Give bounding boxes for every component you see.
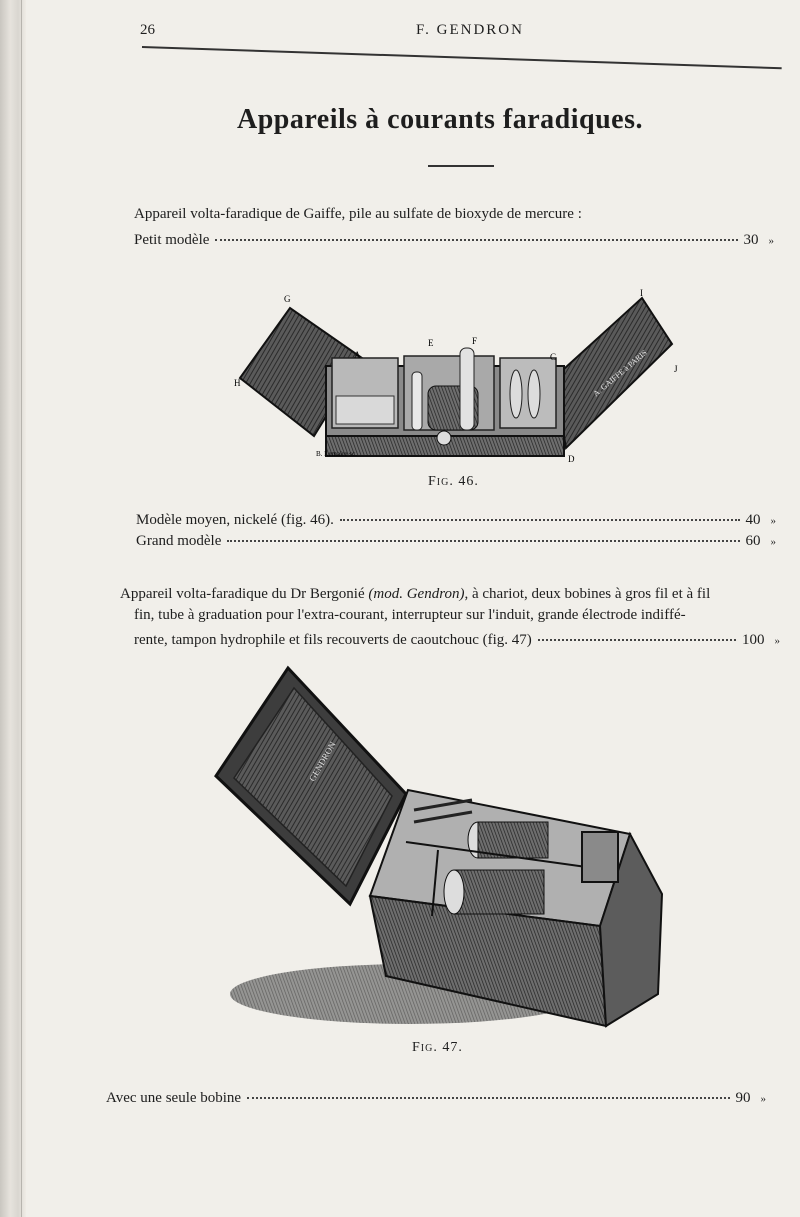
figure-47-bergonie-apparatus (210, 664, 670, 1034)
fig46-caption: Fig. 46. (428, 474, 479, 489)
engraver-signature: B. Lemaire sc. (316, 450, 357, 458)
leader-dots (247, 1097, 729, 1099)
induction-coil (454, 870, 544, 914)
entry-label: Avec une seule bobine (106, 1090, 242, 1106)
fig47-caption: Fig. 47. (412, 1040, 463, 1055)
page-number: 26 (140, 22, 155, 38)
fig46-letter: G (284, 294, 291, 304)
price-entry-grand (136, 533, 776, 553)
page-edge (0, 0, 26, 1217)
entry-label: Grand modèle (136, 533, 222, 549)
leader-dots (340, 519, 740, 521)
fig46-letter: F (472, 336, 478, 346)
fig46-letter: A (354, 350, 361, 360)
entry-label: rente, tampon hydrophile et fils recouverts de caoutchouc (fig. 47) (134, 632, 532, 648)
leader-dots (215, 239, 737, 241)
price-entry-petit (134, 232, 774, 252)
price-entry-seule-bobine (106, 1090, 766, 1110)
lid-inscription: A. GAIFFE à PARIS (591, 348, 649, 399)
page-header (140, 18, 780, 48)
leader-dots (538, 639, 736, 641)
price-entry-moyen (136, 512, 776, 532)
entry-label: Petit modèle (134, 232, 210, 248)
gaiffe-intro: Appareil volta-faradique de Gaiffe, pile au sulfate de bioxyde de mercure : (134, 206, 582, 222)
entry-unit: » (774, 635, 780, 647)
entry-price: 40 (745, 512, 761, 528)
header-rule (142, 46, 782, 69)
title-rule (428, 165, 494, 167)
entry-price: 90 (735, 1090, 751, 1106)
entry-unit: » (760, 1093, 766, 1105)
entry-price: 100 (742, 632, 765, 648)
fig46-letter: H (234, 378, 241, 388)
section-title: Appareils à courants faradiques. (237, 104, 643, 135)
lid-inscription: GENDRON (307, 739, 338, 783)
price-entry-bergonie (134, 632, 780, 652)
bergonie-line-2: fin, tube à graduation pour l'extra-courant, interrupteur sur l'induit, grande électrode indiffé- (134, 607, 686, 623)
bergonie-description (120, 584, 780, 626)
entry-unit: » (770, 536, 776, 548)
entry-unit: » (770, 515, 776, 527)
running-head: F. GENDRON (416, 22, 524, 38)
bergonie-line-1: Appareil volta-faradique du Dr Bergonié (mod. Gendron), à chariot, deux bobines à gros fil et à fil (120, 586, 711, 602)
leader-dots (227, 540, 739, 542)
fig46-letter: I (640, 288, 643, 298)
fig46-letter: J (674, 364, 678, 374)
fig46-letter: C (550, 352, 557, 362)
entry-price: 60 (745, 533, 761, 549)
entry-price: 30 (743, 232, 759, 248)
figure-46-gaiffe-apparatus (232, 286, 692, 466)
entry-unit: » (768, 235, 774, 247)
fig46-letter: D (568, 454, 575, 464)
fig46-letter: E (428, 338, 434, 348)
entry-label: Modèle moyen, nickelé (fig. 46). (136, 512, 334, 528)
